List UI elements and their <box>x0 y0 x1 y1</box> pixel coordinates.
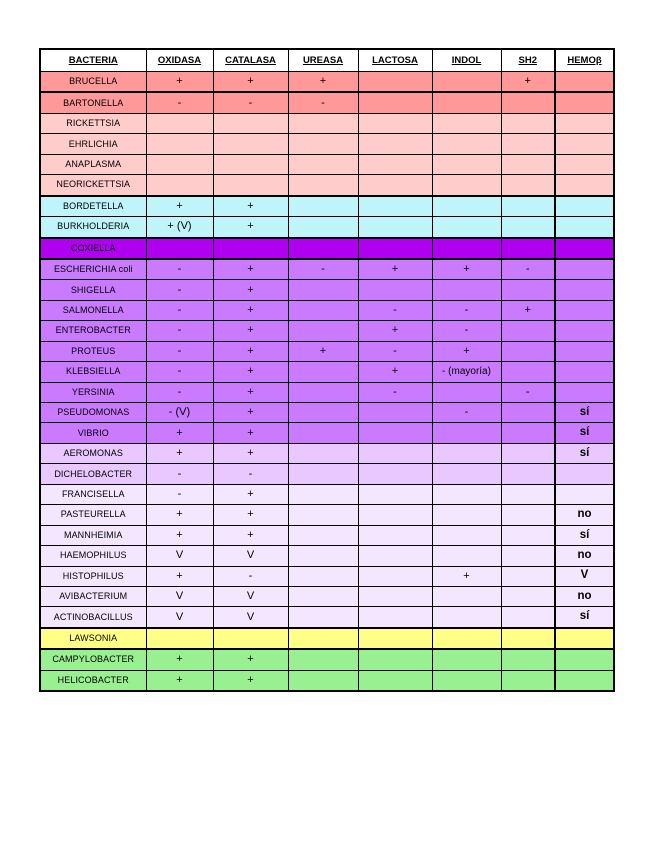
result-cell: + <box>213 341 288 361</box>
table-row <box>40 175 614 196</box>
result-cell <box>501 443 555 463</box>
result-cell <box>432 175 501 196</box>
result-cell <box>501 196 555 217</box>
result-cell <box>288 649 358 670</box>
result-cell <box>288 196 358 217</box>
result-cell <box>358 607 432 628</box>
table-row <box>40 259 614 280</box>
result-cell <box>288 566 358 586</box>
result-cell <box>288 300 358 320</box>
result-cell: + <box>213 280 288 300</box>
result-cell: + <box>432 259 501 280</box>
result-cell <box>358 217 432 238</box>
result-cell: no <box>555 505 614 525</box>
bacteria-name-cell: HISTOPHILUS <box>40 566 146 586</box>
result-cell <box>432 72 501 93</box>
table-row <box>40 546 614 566</box>
result-cell <box>555 321 614 341</box>
result-cell: - <box>146 341 213 361</box>
result-cell: + <box>213 443 288 463</box>
result-cell: + <box>213 505 288 525</box>
table-row <box>40 134 614 154</box>
bacteria-name-cell: COXIELLA <box>40 238 146 259</box>
result-cell <box>432 484 501 504</box>
result-cell: - <box>288 92 358 113</box>
result-cell <box>288 238 358 259</box>
result-cell: + <box>146 566 213 586</box>
result-cell <box>432 628 501 649</box>
result-cell <box>432 423 501 443</box>
bacteria-name-cell: DICHELOBACTER <box>40 464 146 484</box>
result-cell: + <box>146 505 213 525</box>
result-cell: - <box>432 300 501 320</box>
result-cell <box>432 134 501 154</box>
result-cell <box>555 113 614 133</box>
result-cell <box>501 341 555 361</box>
result-cell: + (V) <box>146 217 213 238</box>
result-cell <box>432 649 501 670</box>
result-cell <box>501 628 555 649</box>
table-row <box>40 154 614 174</box>
result-cell: + <box>288 341 358 361</box>
result-cell: no <box>555 586 614 606</box>
result-cell <box>288 134 358 154</box>
result-cell <box>358 196 432 217</box>
result-cell <box>555 382 614 402</box>
result-cell <box>501 607 555 628</box>
result-cell <box>432 607 501 628</box>
result-cell <box>555 175 614 196</box>
bacteria-name-cell: ESCHERICHIA coli <box>40 259 146 280</box>
result-cell <box>358 525 432 545</box>
result-cell: - <box>146 280 213 300</box>
bacteria-name-cell: CAMPYLOBACTER <box>40 649 146 670</box>
bacteria-name-cell: HELICOBACTER <box>40 670 146 691</box>
result-cell: - <box>146 259 213 280</box>
result-cell: V <box>213 546 288 566</box>
result-cell: sí <box>555 403 614 423</box>
result-cell: - <box>288 259 358 280</box>
result-cell <box>501 423 555 443</box>
bacteria-name-cell: ANAPLASMA <box>40 154 146 174</box>
result-cell <box>146 154 213 174</box>
table-row <box>40 382 614 402</box>
result-cell: - <box>432 403 501 423</box>
bacteria-name-cell: SALMONELLA <box>40 300 146 320</box>
result-cell <box>501 134 555 154</box>
result-cell: + <box>432 566 501 586</box>
result-cell <box>432 464 501 484</box>
result-cell <box>288 505 358 525</box>
table-row <box>40 484 614 504</box>
result-cell: - <box>501 259 555 280</box>
result-cell: + <box>288 72 358 93</box>
bacteria-name-cell: EHRLICHIA <box>40 134 146 154</box>
result-cell <box>501 505 555 525</box>
table-row <box>40 238 614 259</box>
result-cell <box>288 464 358 484</box>
result-cell: + <box>213 649 288 670</box>
header-ureasa: UREASA <box>288 49 358 72</box>
result-cell <box>288 403 358 423</box>
result-cell: + <box>213 403 288 423</box>
bacteria-name-cell: PSEUDOMONAS <box>40 403 146 423</box>
result-cell <box>432 443 501 463</box>
bacteria-name-cell: PASTEURELLA <box>40 505 146 525</box>
bacteria-name-cell: FRANCISELLA <box>40 484 146 504</box>
result-cell <box>358 154 432 174</box>
result-cell: + <box>146 72 213 93</box>
result-cell: + <box>213 196 288 217</box>
result-cell: + <box>146 196 213 217</box>
result-cell <box>501 362 555 382</box>
result-cell <box>213 175 288 196</box>
result-cell: V <box>555 566 614 586</box>
result-cell: - <box>146 382 213 402</box>
result-cell <box>288 280 358 300</box>
table-row <box>40 300 614 320</box>
bacteria-name-cell: ENTEROBACTER <box>40 321 146 341</box>
table-row <box>40 341 614 361</box>
result-cell: - <box>146 362 213 382</box>
result-cell: + <box>213 217 288 238</box>
result-cell <box>358 72 432 93</box>
result-cell <box>213 113 288 133</box>
result-cell <box>146 628 213 649</box>
result-cell: - <box>146 464 213 484</box>
result-cell <box>555 628 614 649</box>
result-cell <box>288 525 358 545</box>
table-body <box>40 72 614 692</box>
result-cell <box>146 134 213 154</box>
result-cell: - <box>213 464 288 484</box>
result-cell <box>501 586 555 606</box>
result-cell <box>358 505 432 525</box>
result-cell: - (mayoría) <box>432 362 501 382</box>
table-row <box>40 196 614 217</box>
result-cell <box>146 175 213 196</box>
table-row <box>40 649 614 670</box>
result-cell <box>432 196 501 217</box>
header-oxidasa: OXIDASA <box>146 49 213 72</box>
result-cell: + <box>501 300 555 320</box>
result-cell <box>288 113 358 133</box>
table-row <box>40 505 614 525</box>
result-cell: - <box>358 300 432 320</box>
result-cell <box>555 484 614 504</box>
result-cell: + <box>213 300 288 320</box>
table-row <box>40 72 614 93</box>
result-cell: sí <box>555 607 614 628</box>
bacteria-name-cell: AEROMONAS <box>40 443 146 463</box>
result-cell <box>358 649 432 670</box>
result-cell <box>555 362 614 382</box>
result-cell <box>501 670 555 691</box>
table-row <box>40 423 614 443</box>
result-cell <box>288 670 358 691</box>
bacteria-name-cell: BORDETELLA <box>40 196 146 217</box>
result-cell: V <box>213 586 288 606</box>
result-cell <box>288 217 358 238</box>
result-cell <box>555 154 614 174</box>
result-cell: + <box>146 670 213 691</box>
result-cell: + <box>358 259 432 280</box>
result-cell <box>501 403 555 423</box>
table-row <box>40 464 614 484</box>
result-cell <box>432 217 501 238</box>
result-cell: no <box>555 546 614 566</box>
result-cell: + <box>146 423 213 443</box>
result-cell: - <box>432 321 501 341</box>
result-cell <box>555 649 614 670</box>
result-cell <box>358 484 432 504</box>
result-cell: - <box>146 300 213 320</box>
bacteria-name-cell: LAWSONIA <box>40 628 146 649</box>
result-cell <box>432 586 501 606</box>
result-cell <box>555 259 614 280</box>
result-cell: - <box>213 566 288 586</box>
result-cell <box>358 423 432 443</box>
result-cell <box>146 113 213 133</box>
result-cell: - <box>146 92 213 113</box>
table-row <box>40 113 614 133</box>
bacteria-name-cell: BARTONELLA <box>40 92 146 113</box>
bacteria-name-cell: VIBRIO <box>40 423 146 443</box>
result-cell: - <box>358 382 432 402</box>
result-cell <box>432 546 501 566</box>
bacteria-table <box>39 48 615 692</box>
result-cell <box>555 280 614 300</box>
result-cell: + <box>501 72 555 93</box>
result-cell <box>358 238 432 259</box>
result-cell <box>501 92 555 113</box>
result-cell <box>501 649 555 670</box>
result-cell: + <box>213 382 288 402</box>
result-cell <box>501 566 555 586</box>
result-cell <box>358 92 432 113</box>
result-cell: + <box>358 321 432 341</box>
table-row <box>40 280 614 300</box>
header-sh2: SH2 <box>501 49 555 72</box>
result-cell: + <box>358 362 432 382</box>
result-cell <box>501 484 555 504</box>
table-row <box>40 443 614 463</box>
table-row <box>40 525 614 545</box>
result-cell <box>358 134 432 154</box>
result-cell <box>288 321 358 341</box>
bacteria-name-cell: KLEBSIELLA <box>40 362 146 382</box>
header-lactosa: LACTOSA <box>358 49 432 72</box>
result-cell <box>288 546 358 566</box>
result-cell <box>358 403 432 423</box>
result-cell <box>432 382 501 402</box>
result-cell: sí <box>555 443 614 463</box>
table-row <box>40 566 614 586</box>
result-cell <box>501 113 555 133</box>
result-cell <box>213 238 288 259</box>
result-cell <box>146 238 213 259</box>
result-cell <box>432 280 501 300</box>
table-row <box>40 586 614 606</box>
result-cell <box>501 546 555 566</box>
bacteria-name-cell: PROTEUS <box>40 341 146 361</box>
result-cell <box>432 113 501 133</box>
bacteria-name-cell: AVIBACTERIUM <box>40 586 146 606</box>
table-row <box>40 403 614 423</box>
result-cell <box>288 382 358 402</box>
result-cell <box>358 175 432 196</box>
result-cell <box>358 280 432 300</box>
bacteria-name-cell: BURKHOLDERIA <box>40 217 146 238</box>
table-row <box>40 628 614 649</box>
result-cell <box>288 443 358 463</box>
result-cell <box>288 362 358 382</box>
result-cell <box>501 175 555 196</box>
result-cell <box>555 92 614 113</box>
result-cell <box>358 443 432 463</box>
result-cell <box>555 670 614 691</box>
result-cell <box>432 154 501 174</box>
result-cell <box>555 196 614 217</box>
table-row <box>40 607 614 628</box>
result-cell <box>358 566 432 586</box>
result-cell: V <box>146 607 213 628</box>
bacteria-name-cell: SHIGELLA <box>40 280 146 300</box>
result-cell <box>358 464 432 484</box>
result-cell <box>358 670 432 691</box>
result-cell: V <box>146 586 213 606</box>
table-row <box>40 92 614 113</box>
result-cell <box>555 72 614 93</box>
result-cell: + <box>432 341 501 361</box>
bacteria-name-cell: MANNHEIMIA <box>40 525 146 545</box>
result-cell <box>501 525 555 545</box>
result-cell <box>213 154 288 174</box>
result-cell: V <box>146 546 213 566</box>
result-cell <box>555 134 614 154</box>
result-cell: + <box>213 525 288 545</box>
result-cell <box>432 525 501 545</box>
result-cell <box>288 484 358 504</box>
result-cell <box>501 154 555 174</box>
header-indol: INDOL <box>432 49 501 72</box>
header-hemolisis: HEMOβ <box>555 49 614 72</box>
result-cell <box>288 423 358 443</box>
result-cell <box>501 321 555 341</box>
table-row <box>40 670 614 691</box>
result-cell <box>288 154 358 174</box>
result-cell <box>213 628 288 649</box>
result-cell: - <box>358 341 432 361</box>
header-row <box>40 49 614 72</box>
result-cell <box>501 217 555 238</box>
result-cell: + <box>213 259 288 280</box>
result-cell <box>288 628 358 649</box>
result-cell <box>358 628 432 649</box>
result-cell: + <box>213 321 288 341</box>
result-cell: - <box>501 382 555 402</box>
result-cell: V <box>213 607 288 628</box>
result-cell: - (V) <box>146 403 213 423</box>
result-cell: + <box>146 525 213 545</box>
result-cell: + <box>213 670 288 691</box>
result-cell: - <box>146 321 213 341</box>
result-cell <box>358 113 432 133</box>
bacteria-name-cell: BRUCELLA <box>40 72 146 93</box>
result-cell <box>555 464 614 484</box>
result-cell <box>432 238 501 259</box>
result-cell <box>432 670 501 691</box>
result-cell <box>288 607 358 628</box>
result-cell <box>288 175 358 196</box>
header-catalasa: CATALASA <box>213 49 288 72</box>
result-cell <box>213 134 288 154</box>
result-cell: sí <box>555 423 614 443</box>
table-row <box>40 321 614 341</box>
result-cell <box>501 238 555 259</box>
result-cell <box>358 546 432 566</box>
result-cell: + <box>146 649 213 670</box>
result-cell: + <box>213 423 288 443</box>
bacteria-name-cell: NEORICKETTSIA <box>40 175 146 196</box>
table-row <box>40 362 614 382</box>
result-cell <box>432 505 501 525</box>
result-cell <box>555 341 614 361</box>
result-cell <box>432 92 501 113</box>
bacteria-name-cell: ACTINOBACILLUS <box>40 607 146 628</box>
result-cell: - <box>146 484 213 504</box>
result-cell <box>555 238 614 259</box>
result-cell <box>501 464 555 484</box>
bacteria-name-cell: HAEMOPHILUS <box>40 546 146 566</box>
result-cell: sí <box>555 525 614 545</box>
header-bacteria: BACTERIA <box>40 49 146 72</box>
bacteria-name-cell: RICKETTSIA <box>40 113 146 133</box>
result-cell: - <box>213 92 288 113</box>
result-cell <box>501 280 555 300</box>
result-cell <box>555 300 614 320</box>
result-cell <box>555 217 614 238</box>
result-cell <box>288 586 358 606</box>
result-cell: + <box>213 484 288 504</box>
result-cell <box>358 586 432 606</box>
table-row <box>40 217 614 238</box>
result-cell: + <box>146 443 213 463</box>
result-cell: + <box>213 72 288 93</box>
bacteria-name-cell: YERSINIA <box>40 382 146 402</box>
result-cell: + <box>213 362 288 382</box>
